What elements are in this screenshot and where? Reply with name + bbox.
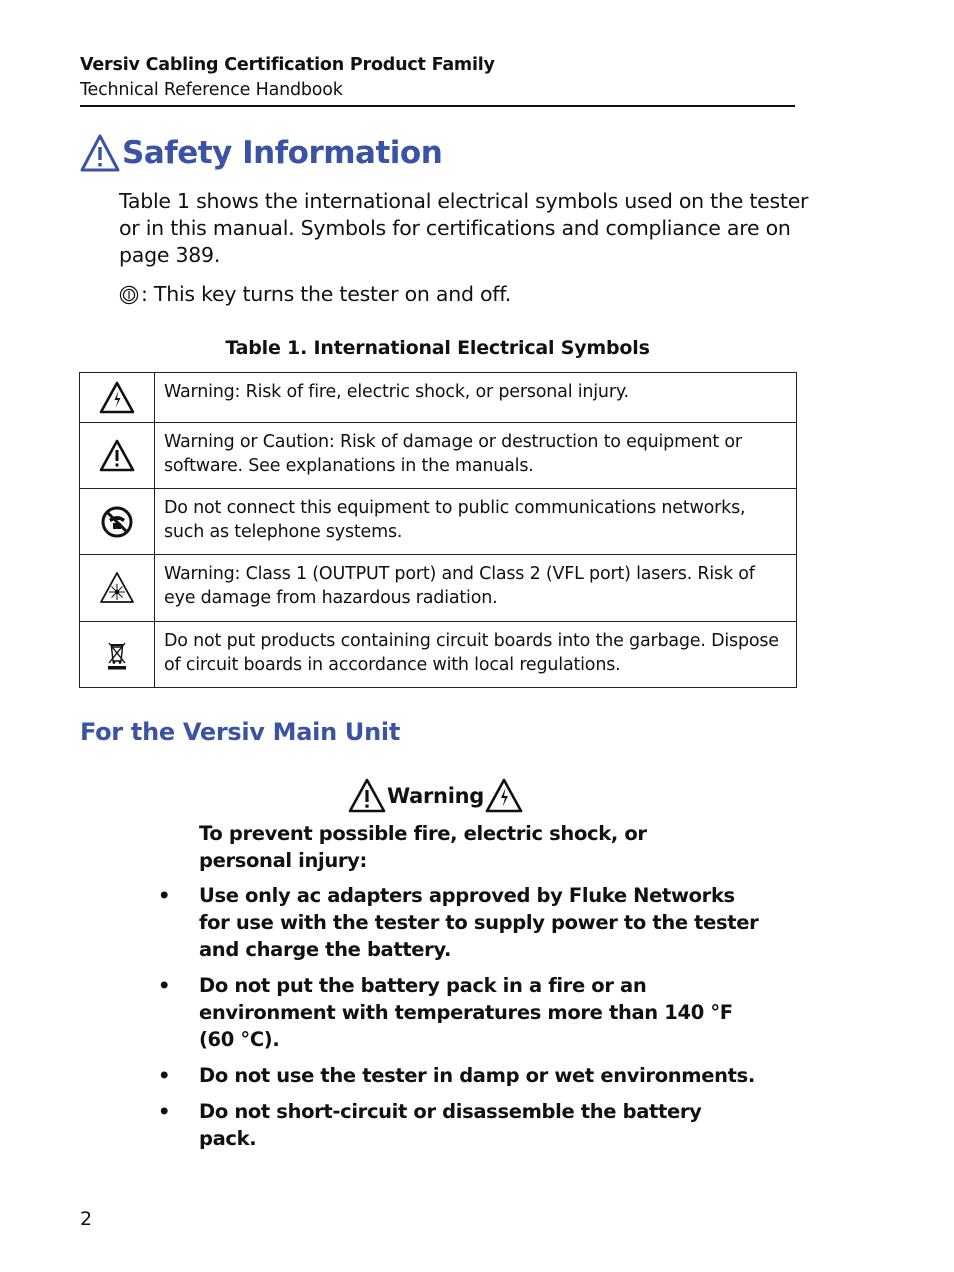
bullet-marker: • bbox=[158, 884, 171, 907]
caution-icon bbox=[99, 438, 135, 474]
list-item bbox=[158, 1062, 759, 1089]
section-title: Safety Information bbox=[122, 135, 443, 171]
header-subtitle: Technical Reference Handbook bbox=[80, 80, 343, 100]
warning-intro: To prevent possible fire, electric shock, or personal injury: bbox=[199, 822, 647, 872]
symbol-description: Warning: Class 1 (OUTPUT port) and Class 2 (VFL port) lasers. Risk of eye damage from hazardous radiation. bbox=[155, 555, 797, 622]
symbols-table bbox=[79, 372, 797, 688]
table-row bbox=[80, 622, 797, 688]
table-row bbox=[80, 489, 797, 555]
caution-icon bbox=[348, 777, 386, 815]
symbol-cell bbox=[80, 555, 155, 622]
bullet-marker: • bbox=[158, 1064, 171, 1087]
subsection-title: For the Versiv Main Unit bbox=[80, 718, 400, 746]
section-heading bbox=[80, 133, 442, 173]
list-item bbox=[158, 882, 759, 963]
warning-title: Warning bbox=[387, 784, 484, 808]
section-intro: Table 1 shows the international electrical symbols used on the tester or in this manual. Symbols for certifications and compliance are on page 389. bbox=[119, 189, 809, 267]
bullet-marker: • bbox=[158, 974, 171, 997]
page-number: 2 bbox=[80, 1208, 93, 1230]
symbol-cell bbox=[80, 423, 155, 489]
symbol-description: Warning: Risk of fire, electric shock, or personal injury. bbox=[155, 373, 797, 423]
no-telecom-connection-icon bbox=[99, 504, 135, 540]
power-key-note bbox=[119, 281, 511, 308]
warning-heading bbox=[348, 777, 523, 815]
list-item bbox=[158, 972, 759, 1053]
bullet-marker: • bbox=[158, 1100, 171, 1123]
list-item bbox=[158, 1098, 759, 1152]
list-item-text: Do not short-circuit or disassemble the battery pack. bbox=[199, 1100, 702, 1150]
symbol-cell bbox=[80, 622, 155, 688]
table-row bbox=[80, 373, 797, 423]
laser-warning-icon bbox=[99, 570, 135, 606]
warning-list bbox=[158, 882, 759, 1161]
symbol-description: Warning or Caution: Risk of damage or destruction to equipment or software. See explanations in the manuals. bbox=[155, 423, 797, 489]
shock-warning-icon bbox=[485, 777, 523, 815]
table-caption: Table 1. International Electrical Symbols bbox=[225, 337, 650, 359]
running-header bbox=[80, 53, 795, 107]
power-key-text: : This key turns the tester on and off. bbox=[141, 282, 511, 306]
shock-warning-icon bbox=[99, 380, 135, 416]
symbol-cell bbox=[80, 373, 155, 423]
list-item-text: Use only ac adapters approved by Fluke Networks for use with the tester to supply power to the tester and charge the battery. bbox=[199, 884, 759, 961]
table-row bbox=[80, 423, 797, 489]
list-item-text: Do not put the battery pack in a fire or an environment with temperatures more than 140 °F (60 °C). bbox=[199, 974, 733, 1051]
list-item-text: Do not use the tester in damp or wet environments. bbox=[199, 1064, 755, 1087]
header-product: Versiv Cabling Certification Product Family bbox=[80, 55, 495, 75]
symbol-cell bbox=[80, 489, 155, 555]
warning-triangle-icon bbox=[80, 133, 120, 173]
weee-bin-icon bbox=[99, 637, 135, 673]
symbol-description: Do not put products containing circuit boards into the garbage. Dispose of circuit boards in accordance with local regulations. bbox=[155, 622, 797, 688]
power-key-icon bbox=[119, 285, 139, 305]
table-row bbox=[80, 555, 797, 622]
symbol-description: Do not connect this equipment to public communications networks, such as telephone systems. bbox=[155, 489, 797, 555]
